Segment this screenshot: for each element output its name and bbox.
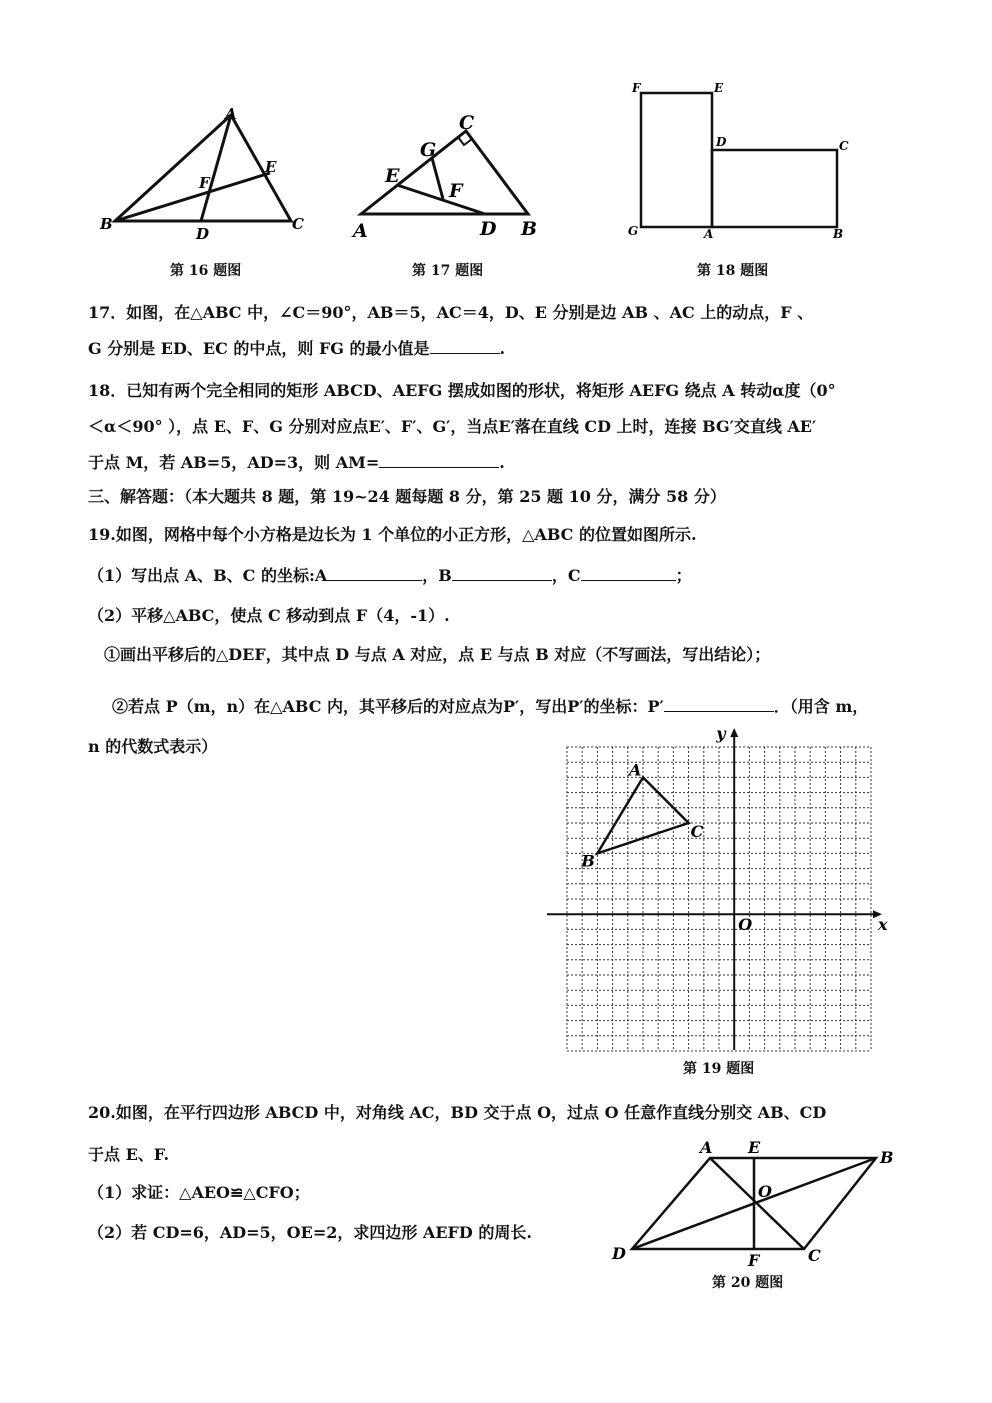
figure-17-caption: 第 17 题图 [412,263,484,279]
label-c: C [808,1246,821,1265]
label-c: C [839,139,849,153]
q19-part-1-c: ，C [551,566,581,585]
q18-line-3-end: . [499,453,505,472]
label-f: F [748,1251,760,1270]
q19-sub-2-end: ．（用含 m， [773,697,869,716]
y-axis-arrow [730,728,738,737]
q19-answer-p[interactable] [664,697,774,712]
label-o: O [758,1182,772,1201]
label-a: A [700,1138,713,1157]
label-b: B [880,1148,894,1167]
figure-20 [608,1135,903,1270]
label-f: F [449,180,463,202]
label-f: F [632,81,641,95]
label-b: B [833,227,844,241]
label-a: A [353,220,368,242]
q18-answer-blank[interactable] [379,453,499,468]
label-c: C [459,112,475,134]
segment-be [115,173,270,221]
q18-line-3 [88,450,505,473]
segment-ad [201,115,231,221]
q19-sub-2-prefix: ②若点 P（m，n）在△ABC 内，其平移后的对应点为P′，写出P′的坐标：P′ [112,697,664,716]
label-g: G [628,224,639,238]
label-x: x [878,915,888,935]
label-a: A [704,227,714,241]
label-y: y [716,725,726,743]
figure-17 [345,105,555,245]
q20-part-2: （2）若 CD=6，AD=5，OE=2，求四边形 AEFD 的周长. [88,1223,532,1242]
label-b: B [100,215,113,233]
label-g: G [420,139,437,161]
q17-line-1: 17．如图，在△ABC 中，∠C＝90°，AB＝5，AC＝4，D、E 分别是边 AB 、AC 上的动点，F 、 [88,303,814,322]
q18-line-1: 18．已知有两个完全相同的矩形 ABCD、AEFG 摆成如图的形状，将矩形 AEFG 绕点 A 转动α度（0° [88,381,836,400]
label-b: B [581,851,595,871]
q19-part-1-b: ，B [422,566,452,585]
q19-part-1 [88,563,692,586]
q18-line-2: ＜α＜90° ），点 E、F、G 分别对应点E′、F′、G′，当点E′落在直线 CD 上时，连接 BG′交直线 AE′ [88,417,817,436]
figure-18 [620,75,860,245]
q19-answer-c[interactable] [581,566,676,581]
q19-answer-a[interactable] [327,566,422,581]
label-c: C [292,215,304,233]
figure-16-caption: 第 16 题图 [170,263,242,279]
label-d: D [480,218,497,240]
label-a: A [629,760,642,780]
label-o: O [738,915,753,935]
q20-line-1: 20.如图，在平行四边形 ABCD 中，对角线 AC，BD 交于点 O，过点 O 任意作直线分别交 AB、CD [88,1103,827,1122]
figure-19-caption: 第 19 题图 [683,1061,755,1077]
q19-sub-1: ①画出平移后的△DEF，其中点 D 与点 A 对应，点 E 与点 B 对应（不写画法，写出结论）； [104,645,771,664]
label-e: E [265,158,277,176]
q19-sub-2 [112,694,868,717]
q19-part-1-prefix: （1）写出点 A、B、C 的坐标:A [88,566,328,585]
q20-line-2: 于点 E、F. [88,1145,170,1164]
q20-part-1: （1）求证：△AEO≌△CFO； [88,1183,310,1202]
label-c: C [690,822,704,841]
label-e: E [385,165,400,187]
q17-line-2-text: G 分别是 ED、EC 的中点，则 FG 的最小值是 [88,339,430,358]
figure-19-grid [545,725,890,1055]
rectangle-aefg [641,93,712,227]
q17-line-2-end: . [499,339,506,358]
q19-part-2: （2）平移△ABC，使点 C 移动到点 F（4，-1）. [88,606,450,625]
label-e: E [748,1138,761,1157]
section-3-heading: 三、解答题：（本大题共 8 题，第 19~24 题每题 8 分，第 25 题 10 分，满分 58 分） [88,487,726,506]
q19-sub-2-cont: n 的代数式表示） [88,737,218,756]
rectangle-abcd [712,150,837,227]
figure-18-caption: 第 18 题图 [697,263,769,279]
figure-16 [95,105,320,245]
segment-gf [432,158,443,199]
q17-line-2 [88,336,505,359]
q19-part-1-end: ； [675,566,692,585]
label-d: D [716,135,727,149]
q18-line-3-text: 于点 M，若 AB=5，AD=3，则 AM= [88,453,380,472]
label-e: E [714,81,724,95]
figure-20-caption: 第 20 题图 [712,1275,784,1291]
q19-answer-b[interactable] [452,566,552,581]
label-d: D [196,225,210,243]
label-f: F [199,174,210,192]
label-a: A [225,105,237,123]
label-b: B [521,218,538,240]
q19-intro: 19.如图，网格中每个小方格是边长为 1 个单位的小正方形，△ABC 的位置如图所示. [88,525,697,544]
q17-answer-blank[interactable] [430,339,500,354]
label-d: D [612,1244,626,1263]
